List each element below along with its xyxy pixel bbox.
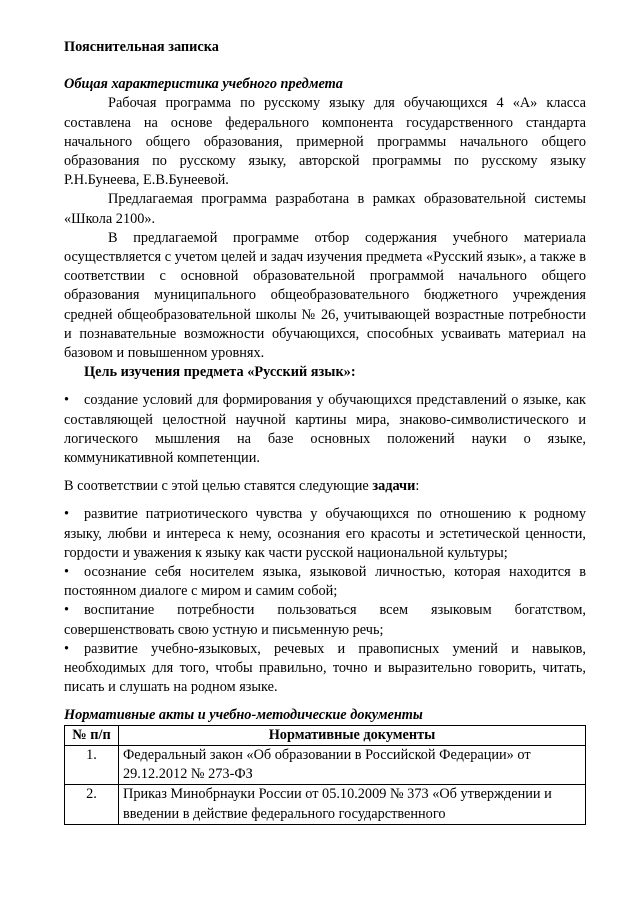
document-title: Пояснительная записка [64,39,219,55]
table-row [65,785,586,824]
goal-text: создание условий для формирования у обучающихся представлений о языке, как составляющей целостной научной картины мира, знаково-символистического и логического мышления на базе основных положений науки о языке, коммуникативной компетенции. [64,392,586,467]
document-page [64,38,586,825]
bullet-icon: • [64,392,70,409]
tasks-intro-suffix: : [415,478,420,495]
table-header-row [65,725,586,745]
task-text: воспитание потребности пользоваться всем языковым богатством, совершенствовать свою устную и письменную речь; [64,602,586,638]
bullet-icon: • [64,506,70,523]
row-number: 2. [65,785,119,824]
row-document: Федеральный закон «Об образовании в Российской Федерации» от 29.12.2012 № 273-ФЗ [119,745,586,784]
goal-heading: Цель изучения предмета «Русский язык»: [84,364,356,381]
bullet-icon: • [64,640,70,657]
column-header-number: № п/п [65,725,119,745]
tasks-intro-prefix: В соответствии с этой целью ставятся следующие [64,478,373,495]
table-title: Нормативные акты и учебно-методические документы [64,706,423,723]
row-document: Приказ Минобрнауки России от 05.10.2009 № 373 «Об утверждении и введении в действие федерального государственного [119,785,586,824]
task-text: развитие учебно-языковых, речевых и правописных умений и навыков, необходимых для того, чтобы правильно, точно и выразительно говорить, читать, писать и слушать на родном языке. [64,640,586,696]
task-item [64,601,586,639]
task-item [64,505,586,563]
bullet-icon: • [64,602,70,619]
paragraph-program-basis: Рабочая программа по русскому языку для обучающихся 4 «А» класса составлена на основе федерального компонента государственного стандарта начального общего образования, примерной программы начального общего образования по русскому языку, авторской программы по русскому языку Р.Н.Бунеева, Е.В.Бунеевой. [64,95,586,189]
paragraph-content-selection: В предлагаемой программе отбор содержания учебного материала осуществляется с учетом целей и задач изучения предмета «Русский язык», а также в соответствии с основной образовательной программой начального общего образования муниципального общеобразовательного бюджетного учреждения средней общеобразовательной школы № 26, учитывающей возрастные потребности и познавательные возможности обучающихся, способных усваивать материал на базовом и повышенном уровнях. [64,229,586,362]
bullet-icon: • [64,564,70,581]
table-row [65,745,586,784]
documents-table [64,725,586,825]
tasks-intro-bold: задачи [372,478,416,495]
task-item [64,563,586,601]
tasks-intro [64,477,586,496]
section-heading-general: Общая характеристика учебного предмета [64,76,343,93]
goal-item [64,391,586,468]
task-text: развитие патриотического чувства у обучающихся по отношению к родному языку, любви и интереса к нему, осознания его красоты и эстетической ценности, гордости и уважения к языку как части русской национальной культуры; [64,506,586,561]
row-number: 1. [65,745,119,784]
paragraph-school-2100: Предлагаемая программа разработана в рамках образовательной системы «Школа 2100». [64,191,586,227]
column-header-documents: Нормативные документы [119,725,586,745]
task-text: осознание себя носителем языка, языковой личностью, которая находится в постоянном диалоге с миром и самим собой; [64,564,586,600]
task-item [64,640,586,698]
